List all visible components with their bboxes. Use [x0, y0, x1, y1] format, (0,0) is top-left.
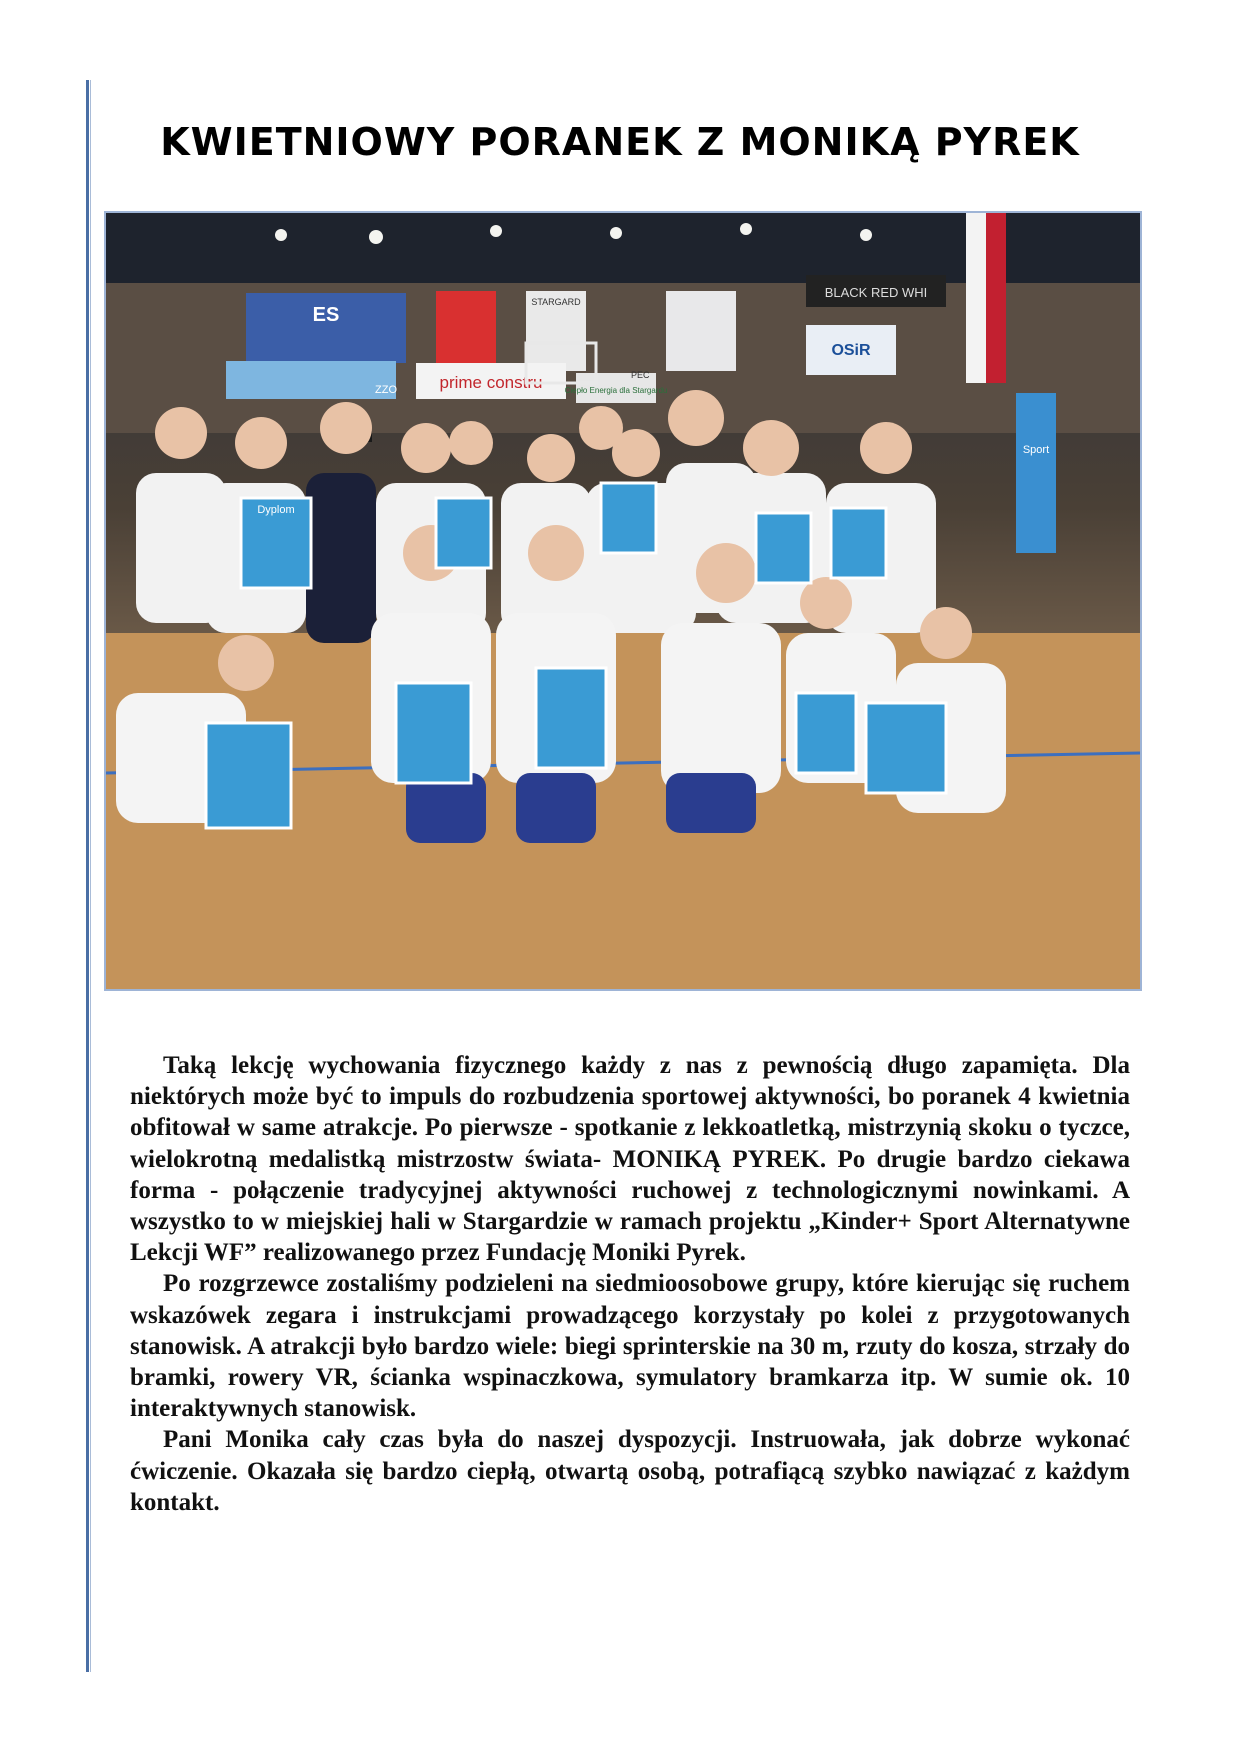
article-body — [130, 1050, 1130, 1518]
paragraph-3: Pani Monika cały czas była do naszej dyspozycji. Instruowała, jak dobrze wykonać ćwiczenie. Okazała się bardzo ciepłą, otwartą osobą, potrafiącą szybko nawiązać z każdym kontakt. — [130, 1426, 1130, 1516]
paragraph-1: Taką lekcję wychowania fizycznego każdy z nas z pewnością długo zapamięta. Dla niektórych może być to impuls do rozbudzenia sportowej aktywności, bo poranek 4 kwietnia obfitował w same atrakcje. Po pierwsze - spotkanie z lekkoatletką, mistrzynią skoku o tyczce, wielokrotną medalistką mistrzostw świata- MONIKĄ PYREK. Po drugie bardzo ciekawa forma - połączenie tradycyjnej aktywności ruchowej z technologicznymi nowinkami. A wszystko to w miejskiej hali w Stargardzie w ramach projektu „Kinder+ Sport Alternatywne Lekcji WF” realizowanego przez Fundację Moniki Pyrek. — [130, 1052, 1130, 1267]
banner-black-red: BLACK RED WHI — [824, 285, 928, 300]
banner-prime: prime constru — [439, 373, 543, 392]
group-photo-illustration — [106, 213, 1140, 989]
banner-pec: PEC — [631, 370, 650, 380]
banner-es: ES — [312, 304, 340, 326]
banner-stargard: STARGARD — [531, 297, 581, 307]
group-of-students — [116, 390, 1006, 843]
paragraph-2: Po rozgrzewce zostaliśmy podzieleni na siedmioosobowe grupy, które kierując się ruchem wskazówek zegara i instrukcjami prowadzącego korzystały po kolei z przygotowanych stanowisk. A atrakcji było bardzo wiele: biegi sprinterskie na 30 m, rzuty do kosza, strzały do bramki, rowery VR, ścianka wspinaczkowa, symulatory bramkarza itp. W sumie ok. 10 interaktywnych stanowisk. — [130, 1270, 1130, 1423]
banner-cieplo: Ciepło Energia dla Stargardu — [564, 386, 668, 395]
banner-sport: Sport — [1022, 444, 1050, 456]
flag-red — [986, 213, 1006, 383]
banner-osir: OSiR — [831, 342, 871, 359]
left-margin-rule — [86, 80, 89, 1672]
banner-zzo: ZZO — [375, 384, 397, 396]
group-photo — [104, 211, 1142, 991]
page-title: KWIETNIOWY PORANEK Z MONIKĄ PYREK — [160, 120, 1080, 164]
diploma-label: Dyplom — [257, 504, 295, 516]
